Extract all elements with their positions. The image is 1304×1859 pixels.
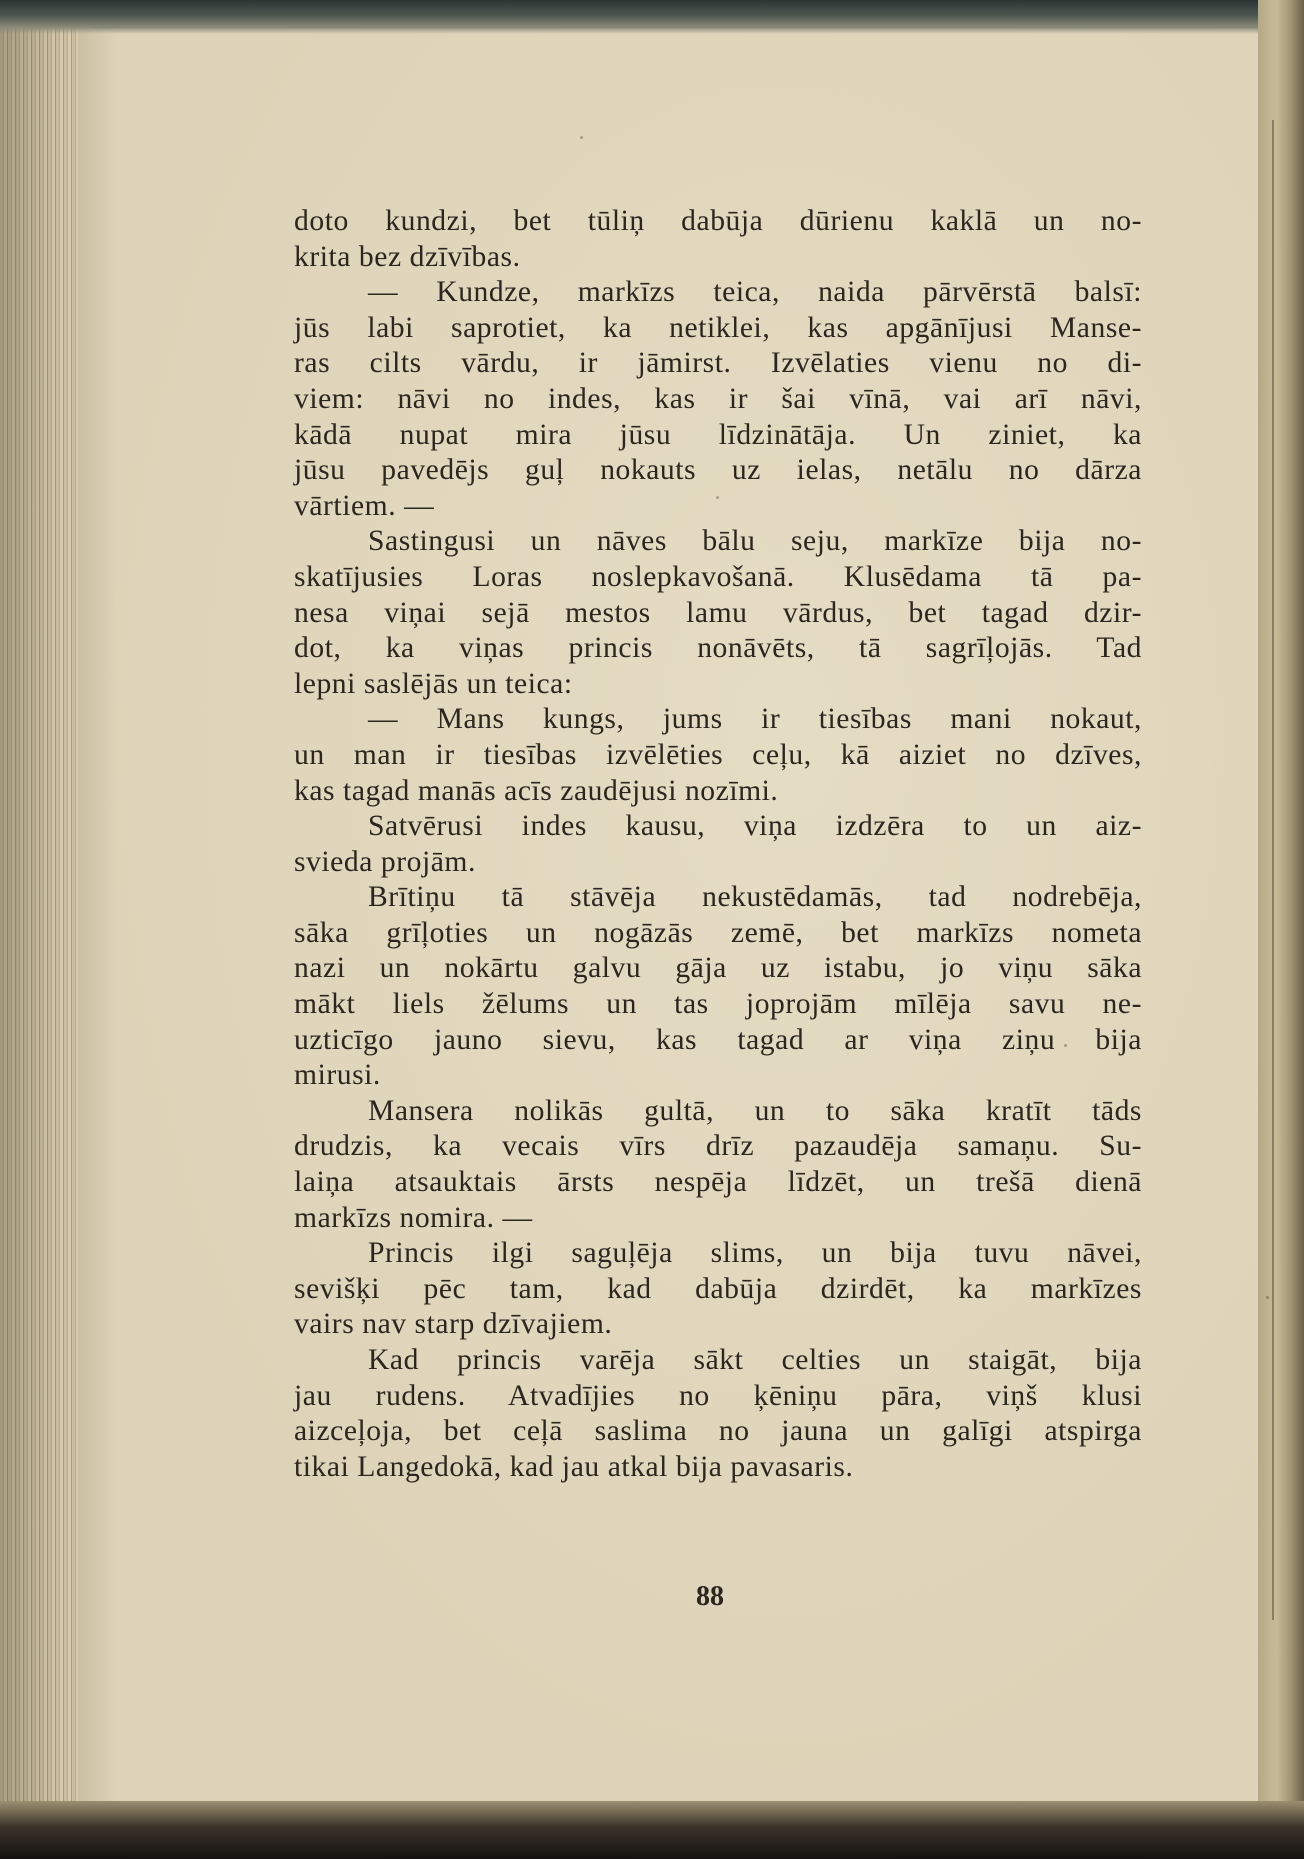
text-line: tikai Langedokā, kad jau atkal bija pavasaris.	[294, 1450, 854, 1483]
text-line: sāka grīļoties un nogāzās zemē, bet markīzs nometa	[294, 916, 1142, 949]
text-line: — Mans kungs, jums ir tiesības mani nokaut,	[368, 703, 1142, 736]
text-line: drudzis, ka vecais vīrs drīz pazaudēja samaņu. Su-	[294, 1130, 1142, 1163]
text-line: uzticīgo jauno sievu, kas tagad ar viņa ziņu bija	[294, 1023, 1142, 1056]
text-line: vārtiem. —	[294, 489, 435, 522]
text-line: krita bez dzīvības.	[294, 240, 521, 273]
text-line: laiņa atsauktais ārsts nespēja līdzēt, un trešā dienā	[294, 1166, 1142, 1199]
text-line: vairs nav starp dzīvajiem.	[294, 1308, 613, 1341]
text-line: kādā nupat mira jūsu līdzinātāja. Un ziniet, ka	[294, 418, 1142, 451]
text-line: ras cilts vārdu, ir jāmirst. Izvēlaties vienu no di-	[294, 347, 1142, 380]
text-line: Satvērusi indes kausu, viņa izdzēra to un aiz-	[368, 810, 1142, 843]
text-line: sevišķi pēc tam, kad dabūja dzirdēt, ka markīzes	[294, 1272, 1142, 1305]
text-line: nesa viņai sejā mestos lamu vārdus, bet tagad dzir-	[294, 596, 1142, 629]
text-line: — Kundze, markīzs teica, naida pārvērstā balsī:	[368, 276, 1142, 309]
text-line: Princis ilgi saguļēja slims, un bija tuvu nāvei,	[368, 1237, 1142, 1270]
text-line: mākt liels žēlums un tas joprojām mīlēja savu ne-	[294, 988, 1142, 1021]
text-line: kas tagad manās acīs zaudējusi nozīmi.	[294, 774, 779, 807]
text-line: Sastingusi un nāves bālu seju, markīze bija no-	[368, 525, 1142, 558]
text-line: jūsu pavedējs guļ nokauts uz ielas, netālu no dārza	[294, 454, 1142, 487]
text-line: jau rudens. Atvadījies no ķēniņu pāra, viņš klusi	[294, 1379, 1142, 1412]
paper-speck	[580, 136, 583, 139]
text-line: Brītiņu tā stāvēja nekustēdamās, tad nodrebēja,	[368, 881, 1142, 914]
text-line: Kad princis varēja sākt celties un staigāt, bija	[368, 1344, 1142, 1376]
top-edge	[0, 0, 1304, 34]
page-number: 88	[696, 1581, 724, 1612]
text-line: jūs labi saprotiet, ka netiklei, kas apgānījusi Manse-	[294, 311, 1142, 344]
right-edge-line	[1272, 120, 1274, 1620]
text-line: skatījusies Loras noslepkavošanā. Klusēdama tā pa-	[294, 560, 1142, 593]
text-line: markīzs nomira. —	[294, 1201, 533, 1234]
text-line: aizceļoja, bet ceļā saslima no jauna un galīgi atspirga	[294, 1415, 1142, 1448]
page-stack-shadow	[0, 20, 90, 1810]
text-line: nazi un nokārtu galvu gāja uz istabu, jo viņu sāka	[294, 952, 1142, 985]
paper-speck	[1266, 1296, 1269, 1299]
text-line: dot, ka viņas princis nonāvēts, tā sagrīļojās. Tad	[294, 632, 1142, 665]
text-line: svieda projām.	[294, 845, 476, 878]
text-line: lepni saslējās un teica:	[294, 667, 573, 700]
text-line: Mansera nolikās gultā, un to sāka kratīt tāds	[368, 1094, 1142, 1127]
body-text	[294, 204, 1142, 1485]
text-line: viem: nāvi no indes, kas ir šai vīnā, vai arī nāvi,	[294, 382, 1142, 415]
text-line: doto kundzi, bet tūliņ dabūja dūrienu kaklā un no-	[294, 205, 1142, 237]
bottom-edge	[0, 1801, 1304, 1859]
text-line: mirusi.	[294, 1059, 381, 1092]
text-line: un man ir tiesības izvēlēties ceļu, kā aiziet no dzīves,	[294, 738, 1142, 771]
